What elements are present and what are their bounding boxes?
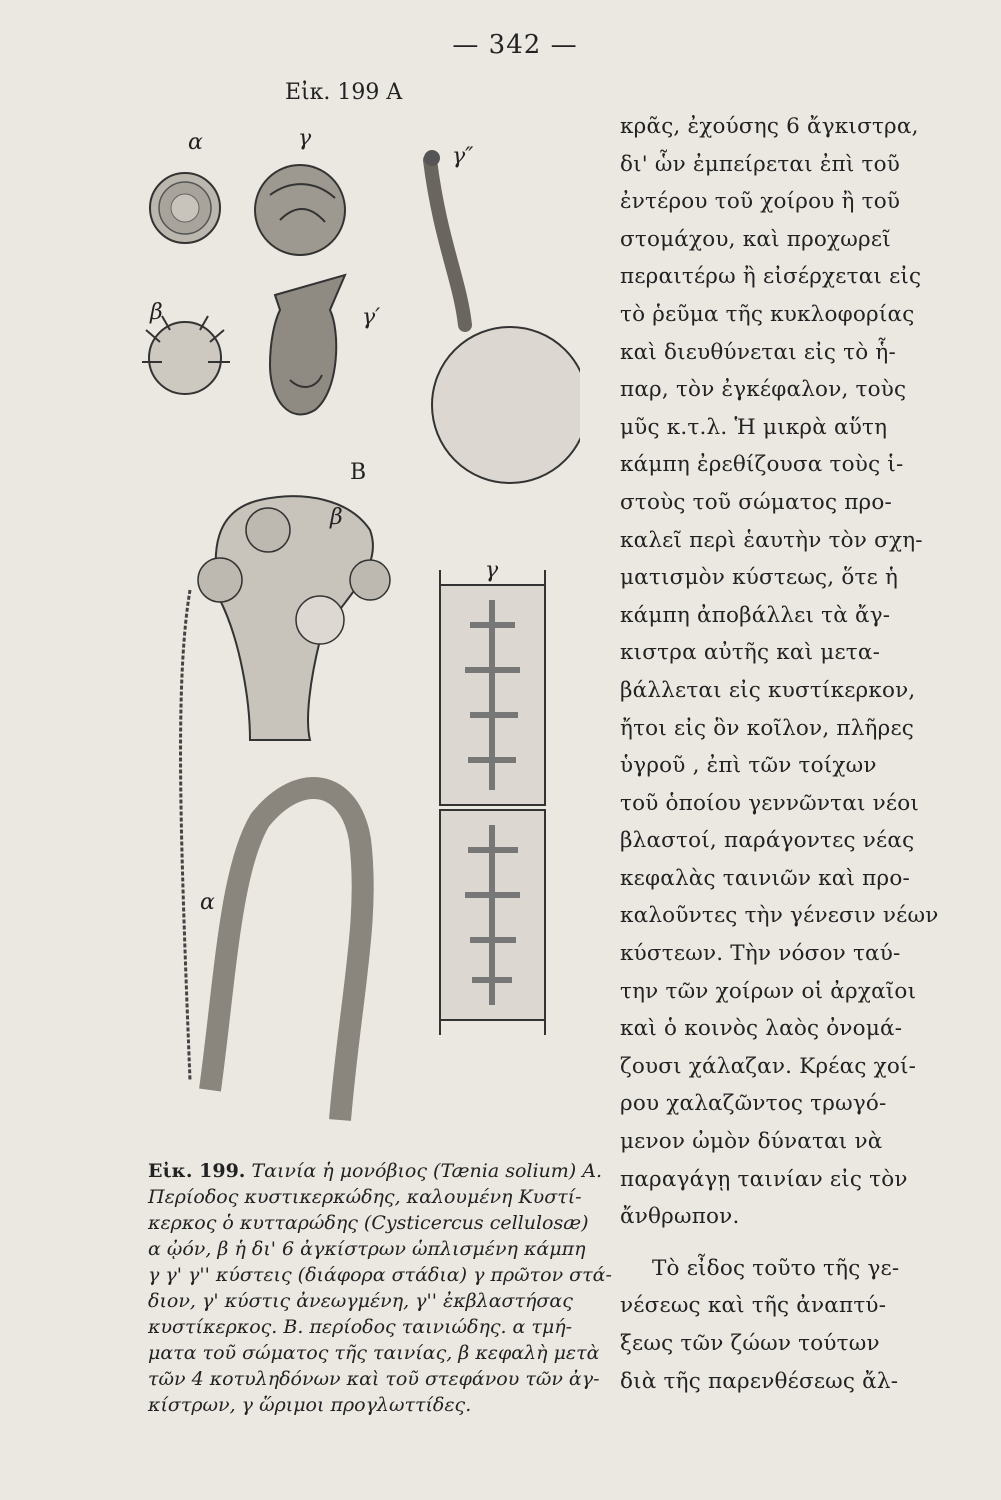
figure-heading: Εἰκ. 199 Α <box>285 80 403 105</box>
label-b-gamma: γ <box>485 558 499 583</box>
text-line: τὸ ῥεῦμα τῆς κυκλοφορίας <box>620 301 915 327</box>
opened-cyst-drawing <box>270 275 345 414</box>
caption-figure-number: Εἰκ. 199. <box>148 1160 246 1182</box>
text-line: κεφαλὰς ταινιῶν καὶ προ- <box>620 865 910 891</box>
caption-line: τῶν 4 κοτυληδόνων καὶ τοῦ στεφάνου τῶν ἀγ- <box>148 1368 600 1390</box>
text-line: ζουσι χάλαζαν. Κρέας χοί- <box>620 1053 917 1079</box>
label-b-alpha: α <box>200 890 215 915</box>
text-line: στομάχου, καὶ προχωρεῖ <box>620 226 891 252</box>
text-line: στοὺς τοῦ σώματος προ- <box>620 489 892 515</box>
caption-line: Ταινία ἡ μονόβιος (Tænia solium) Α. <box>245 1160 602 1182</box>
caption-line: γ γ' γ'' κύστεις (διάφορα στάδια) γ πρῶτον στά- <box>148 1264 612 1286</box>
label-b-beta: β <box>330 505 343 530</box>
text-line: παραγάγῃ ταινίαν εἰς τὸν <box>620 1166 908 1192</box>
label-a-beta: β <box>150 300 163 325</box>
text-line: βλαστοί, παράγοντες νέας <box>620 828 915 854</box>
text-line: καὶ ὁ κοινὸς λαὸς ὀνομά- <box>620 1016 903 1042</box>
text-line: ρου χαλαζῶντος τρωγό- <box>620 1091 887 1117</box>
text-line: βάλλεται εἰς κυστίκερκον, <box>620 677 916 703</box>
text-line: νέσεως καὶ τῆς ἀναπτύ- <box>620 1293 887 1319</box>
text-line: κύστεων. Τὴν νόσον ταύ- <box>620 941 901 967</box>
label-a-gamma: γ <box>298 126 312 151</box>
text-line: ματισμὸν κύστεως, ὅτε ἡ <box>620 565 899 591</box>
caption-line: α ᾠόν, β ἡ δι' 6 ἀγκίστρων ὡπλισμένη κάμπη <box>148 1238 586 1260</box>
text-line: τοῦ ὁποίου γεννῶνται νέοι <box>620 790 920 816</box>
text-line: καὶ διευθύνεται εἰς τὸ ἧ- <box>620 339 896 365</box>
text-line: κάμπη ἀποβάλλει τὰ ἄγ- <box>620 602 891 628</box>
paragraph-1 <box>620 108 940 1236</box>
caption-line: κίστρων, γ ὥριμοι προγλωττίδες. <box>148 1394 472 1416</box>
text-line: μενον ὠμὸν δύναται νὰ <box>620 1129 883 1155</box>
label-a-gamma-prime: γ′ <box>362 305 381 330</box>
text-line: ἤτοι εἰς ὃν κοῖλον, πλῆρες <box>620 715 915 741</box>
text-line: κάμπη ἐρεθίζουσα τοὺς ἱ- <box>620 452 904 478</box>
text-line: δι' ὧν ἐμπείρεται ἐπὶ τοῦ <box>620 151 901 177</box>
caption-line: Περίοδος κυστικερκώδης, καλουμένη Κυστί- <box>148 1186 582 1208</box>
caption-line: κυστίκερκος. Β. περίοδος ταινιώδης. α τμή- <box>148 1316 573 1338</box>
figure-199 <box>140 80 580 1140</box>
text-line: παρ, τὸν ἐγκέφαλον, τοὺς <box>620 377 907 403</box>
figure-caption <box>148 1158 612 1418</box>
text-line: την τῶν χοίρων οἱ ἀρχαῖοι <box>620 978 917 1004</box>
text-line: Τὸ εἶδος τοῦτο τῆς γε- <box>652 1255 900 1281</box>
head-with-suckers-drawing <box>198 496 390 740</box>
label-part-b: Β <box>350 460 367 485</box>
text-line: κιστρα αὐτῆς καὶ μετα- <box>620 640 881 666</box>
caption-line: κερκος ὁ κυτταρώδης (Cysticercus cellulosæ) <box>148 1212 589 1234</box>
hooked-larva-drawing <box>142 316 230 394</box>
figure-illustration <box>140 80 580 1140</box>
caption-line: διον, γ' κύστις ἀνεωγμένη, γ'' ἐκβλαστήσας <box>148 1290 573 1312</box>
paragraph-2 <box>620 1250 940 1400</box>
text-line: καλοῦντες τὴν γένεσιν νέων <box>620 903 939 929</box>
page-number: — 342 — <box>452 30 578 60</box>
text-line: ὑγροῦ , ἐπὶ τῶν τοίχων <box>620 753 877 779</box>
text-line: ἐντέρου τοῦ χοίρου ἢ τοῦ <box>620 189 901 215</box>
text-line: μῦς κ.τ.λ. Ἡ μικρὰ αὕτη <box>620 414 888 440</box>
label-a-alpha: α <box>188 130 203 155</box>
egg-drawing <box>150 173 220 243</box>
text-line: διὰ τῆς παρενθέσεως ἄλ- <box>620 1368 899 1394</box>
text-line: περαιτέρω ἢ εἰσέρχεται εἰς <box>620 264 922 290</box>
text-line: ξεως τῶν ζώων τούτων <box>620 1331 880 1356</box>
text-line: κρᾶς, ἐχούσης 6 ἄγκιστρα, <box>620 114 919 139</box>
text-line: καλεῖ περὶ ἑαυτὴν τὸν σχη- <box>620 527 923 553</box>
body-text-column <box>620 108 940 1400</box>
cysticercus-drawing <box>424 150 580 483</box>
cyst-stage-one-drawing <box>255 165 345 255</box>
caption-line: ματα τοῦ σώματος τῆς ταινίας, β κεφαλὴ μετὰ <box>148 1342 600 1364</box>
label-a-gamma-double: γ″ <box>452 144 474 169</box>
proglottids-drawing <box>440 570 545 1035</box>
text-line: ἄνθρωπον. <box>620 1204 740 1230</box>
